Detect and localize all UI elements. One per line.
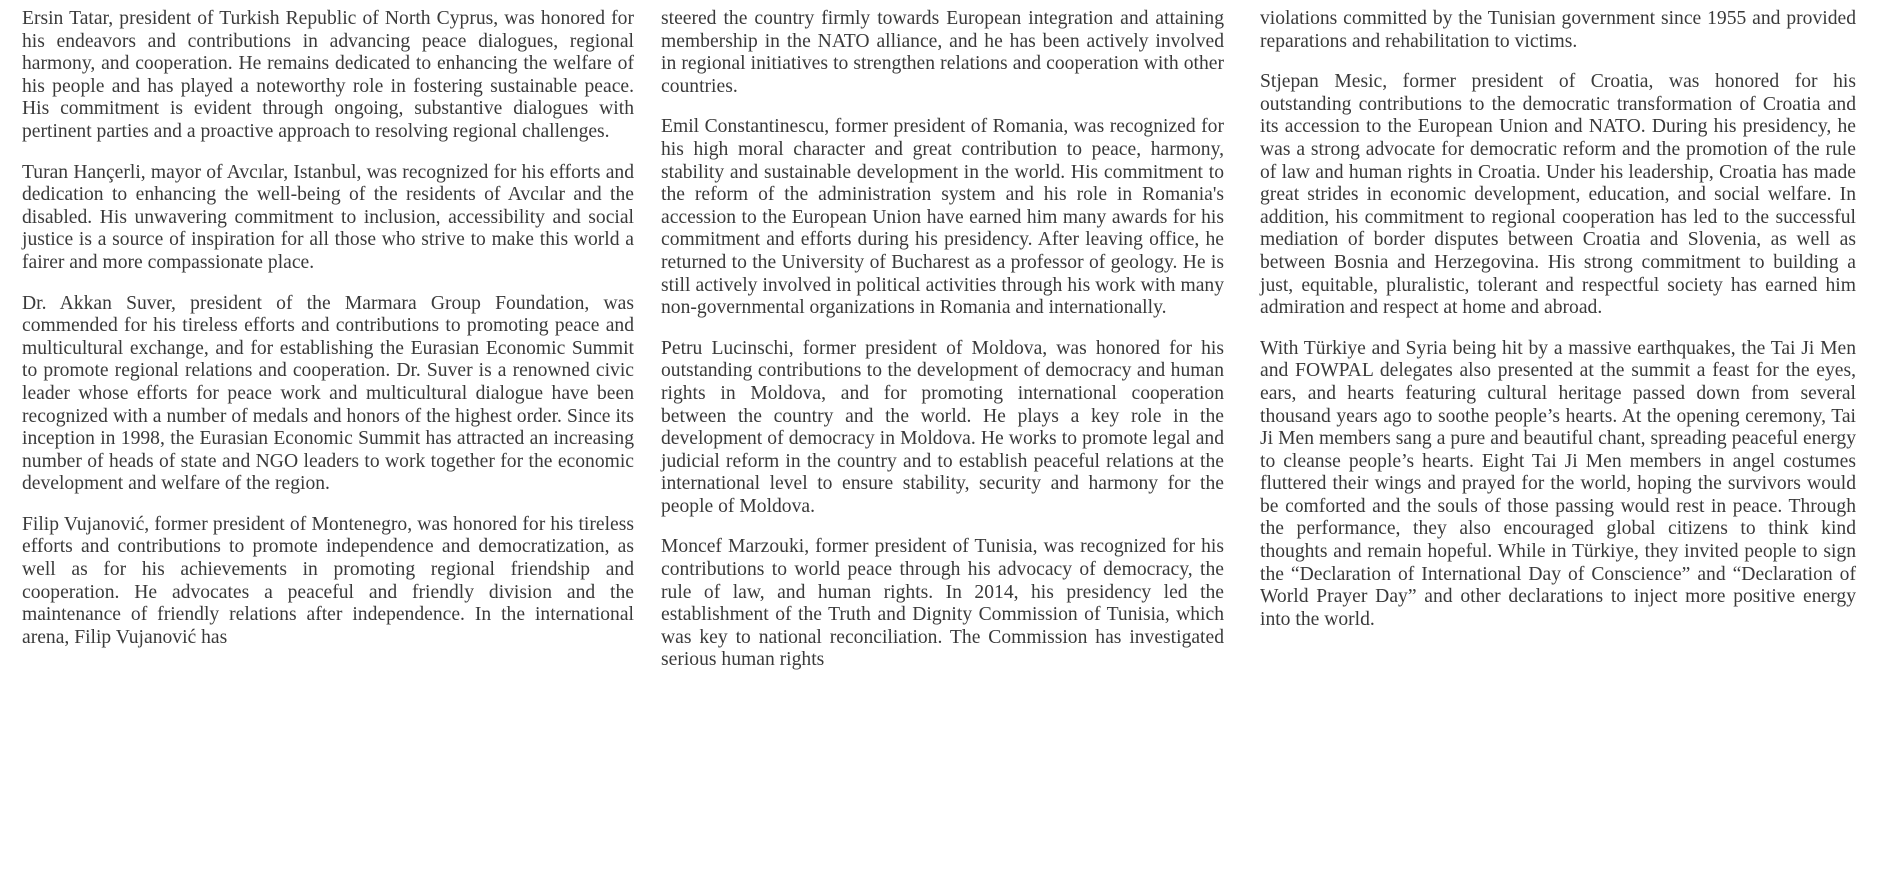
text-column-2 (661, 8, 1224, 690)
paragraph-stjepan-mesic: Stjepan Mesic, former president of Croatia, was honored for his outstanding contributions to the democratic transformation of Croatia and its accession to the European Union and NATO. During his presidency, he was a strong advocate for democratic reform and the promotion of the rule of law and human rights in Croatia. Under his leadership, Croatia has made great strides in economic development, education, and social welfare. In addition, his commitment to regional cooperation has led to the successful mediation of border disputes between Croatia and Slovenia, as well as between Bosnia and Herzegovina. His strong commitment to building a just, equitable, pluralistic, tolerant and respectful society has earned him admiration and respect at home and abroad. (1260, 71, 1856, 319)
paragraph-filip-vujanovic: Filip Vujanović, former president of Montenegro, was honored for his tireless efforts and contributions to promote independence and democratization, as well as for his achievements in promoting regional friendship and cooperation. He advocates a peaceful and friendly division and the maintenance of friendly relations after independence. In the international arena, Filip Vujanović has (22, 513, 634, 648)
paragraph-petru-lucinschi: Petru Lucinschi, former president of Moldova, was honored for his outstanding contributions to the development of democracy and human rights in Moldova, and for promoting international cooperation between the country and the world. He plays a key role in the development of democracy in Moldova. He works to promote legal and judicial reform in the country and to establish peaceful relations at the international level to ensure stability, security and harmony for the people of Moldova. (661, 337, 1224, 517)
paragraph-akkan-suver: Dr. Akkan Suver, president of the Marmara Group Foundation, was commended for his tireless efforts and contributions to promoting peace and multicultural exchange, and for establishing the Eurasian Economic Summit to promote regional relations and cooperation. Dr. Suver is a renowned civic leader whose efforts for peace work and multicultural dialogue have been recognized with a number of medals and honors of the highest order. Since its inception in 1998, the Eurasian Economic Summit has attracted an increasing number of heads of state and NGO leaders to work together for the economic development and welfare of the region. (22, 292, 634, 495)
paragraph-marzouki-continued: violations committed by the Tunisian government since 1955 and provided reparations and rehabilitation to victims. (1260, 8, 1856, 52)
text-column-3 (1260, 8, 1856, 649)
paragraph-moncef-marzouki: Moncef Marzouki, former president of Tunisia, was recognized for his contributions to world peace through his advocacy of democracy, the rule of law, and human rights. In 2014, his presidency led the establishment of the Truth and Dignity Commission of Tunisia, which was key to national reconciliation. The Commission has investigated serious human rights (661, 536, 1224, 671)
paragraph-ersin-tatar: Ersin Tatar, president of Turkish Republic of North Cyprus, was honored for his endeavors and contributions in advancing peace dialogues, regional harmony, and cooperation. He remains dedicated to enhancing the welfare of his people and has played a noteworthy role in fostering sustainable peace. His commitment is evident through ongoing, substantive dialogues with pertinent parties and a proactive approach to resolving regional challenges. (22, 8, 634, 142)
paragraph-turan-hancerli: Turan Hançerli, mayor of Avcılar, Istanbul, was recognized for his efforts and dedication to enhancing the well-being of the residents of Avcılar and the disabled. His unwavering commitment to inclusion, accessibility and social justice is a source of inspiration for all those who strive to make this world a fairer and more compassionate place. (22, 161, 634, 273)
text-column-1 (22, 8, 634, 667)
paragraph-emil-constantinescu: Emil Constantinescu, former president of Romania, was recognized for his high moral character and great contribution to peace, harmony, stability and sustainable development in the world. His commitment to the reform of the administration system and his role in Romania's accession to the European Union have earned him many awards for his commitment and efforts during his presidency. After leaving office, he returned to the University of Bucharest as a professor of geology. He is still actively involved in political activities through his work with many non-governmental organizations in Romania and internationally. (661, 116, 1224, 319)
paragraph-tai-ji-men: With Türkiye and Syria being hit by a massive earthquakes, the Tai Ji Men and FOWPAL delegates also presented at the summit a feast for the eyes, ears, and hearts featuring cultural heritage passed down from several thousand years ago to soothe people’s hearts. At the opening ceremony, Tai Ji Men members sang a pure and beautiful chant, spreading peaceful energy to cleanse people’s hearts. Eight Tai Ji Men members in angel costumes fluttered their wings and prayed for the world, hoping the survivors would be comforted and the souls of those passing would rest in peace. Through the performance, they also encouraged global citizens to think kind thoughts and remain hopeful. While in Türkiye, they invited people to sign the “Declaration of International Day of Conscience” and “Declaration of World Prayer Day” and other declarations to inject more positive energy into the world. (1260, 337, 1856, 630)
paragraph-vujanovic-continued: steered the country firmly towards European integration and attaining membership in the NATO alliance, and he has been actively involved in regional initiatives to strengthen relations and cooperation with other countries. (661, 8, 1224, 97)
